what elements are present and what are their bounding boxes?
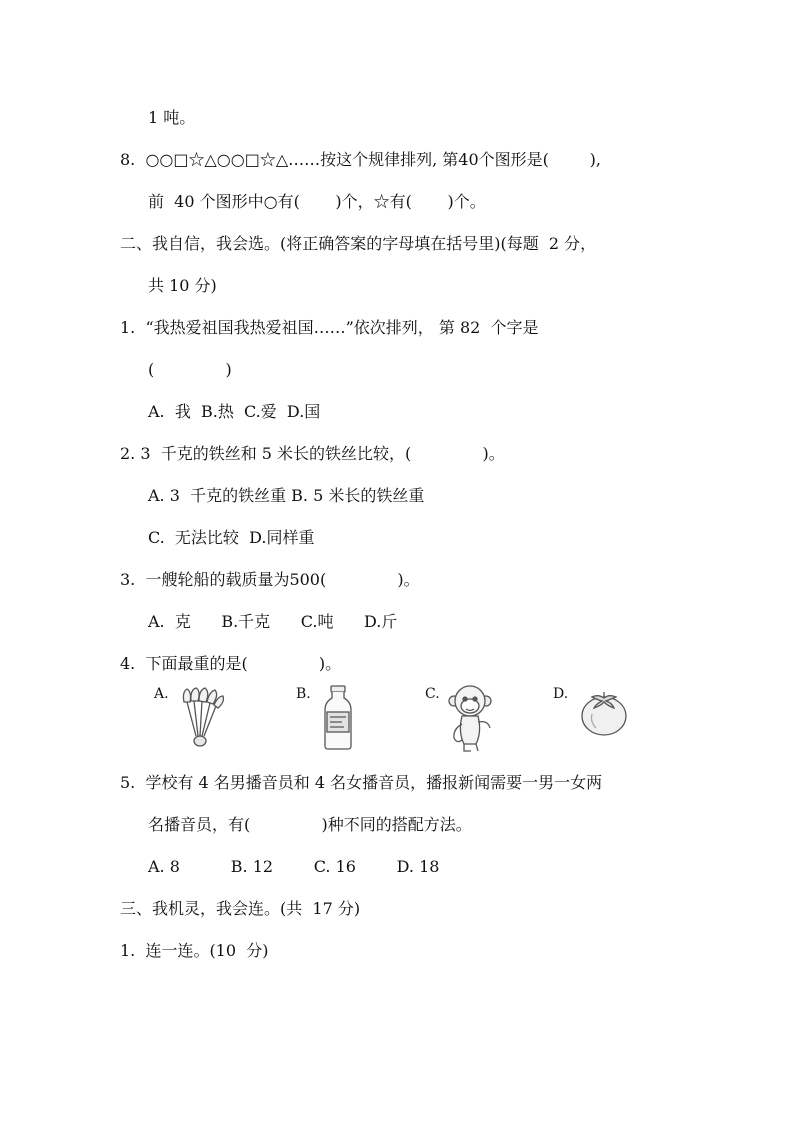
section-2-heading: 二、我自信，我会选。(将正确答案的字母填在括号里)(每题 2 分， [120,234,597,253]
section-3-heading: 三、我机灵，我会连。(共 17 分) [120,899,361,918]
question-5-line-2: 名播音员，有( )种不同的搭配方法。 [148,815,472,834]
question-5-line-1: 5. 学校有 4 名男播音员和 4 名女播音员，播报新闻需要一男一女两 [120,773,603,792]
question-1-text: 1. “我热爱祖国我热爱祖国……”依次排列， 第 82 个字是 [120,318,539,337]
question-2-options-1: A. 3 千克的铁丝重 B. 5 米长的铁丝重 [148,486,425,505]
option-c-label: C. [425,686,440,702]
option-a-label: A. [154,686,169,702]
question-3-text: 3. 一艘轮船的载质量为500( )。 [120,570,420,589]
option-b-label: B. [296,686,311,702]
bottle-icon [318,684,358,752]
text-line-0: 1 吨。 [148,108,196,127]
question-5-options: A. 8 B. 12 C. 16 D. 18 [148,857,440,876]
section-3-question-1: 1. 连一连。(10 分) [120,941,269,960]
question-2-options-2: C. 无法比较 D.同样重 [148,528,315,547]
question-3-options: A. 克 B.千克 C.吨 D.斤 [148,612,398,631]
question-4-text: 4. 下面最重的是( )。 [120,654,342,673]
badminton-shuttlecocks-icon [178,684,226,750]
tomato-icon [578,688,630,738]
question-8-line-2: 前 40 个图形中○有( )个，☆有( )个。 [148,192,486,211]
section-2-heading-cont: 共 10 分) [148,276,217,295]
question-1-options: A. 我 B.热 C.爱 D.国 [148,402,321,421]
question-2-text: 2. 3 千克的铁丝和 5 米长的铁丝比较，( )。 [120,444,505,463]
monkey-toy-icon [444,684,500,754]
question-8-line-1: 8. ○○□☆△○○□☆△……按这个规律排列, 第40个图形是( ), [120,150,601,169]
option-d-label: D. [553,686,569,702]
question-4-pictures [148,684,668,758]
question-1-blank: ( ) [148,360,232,379]
